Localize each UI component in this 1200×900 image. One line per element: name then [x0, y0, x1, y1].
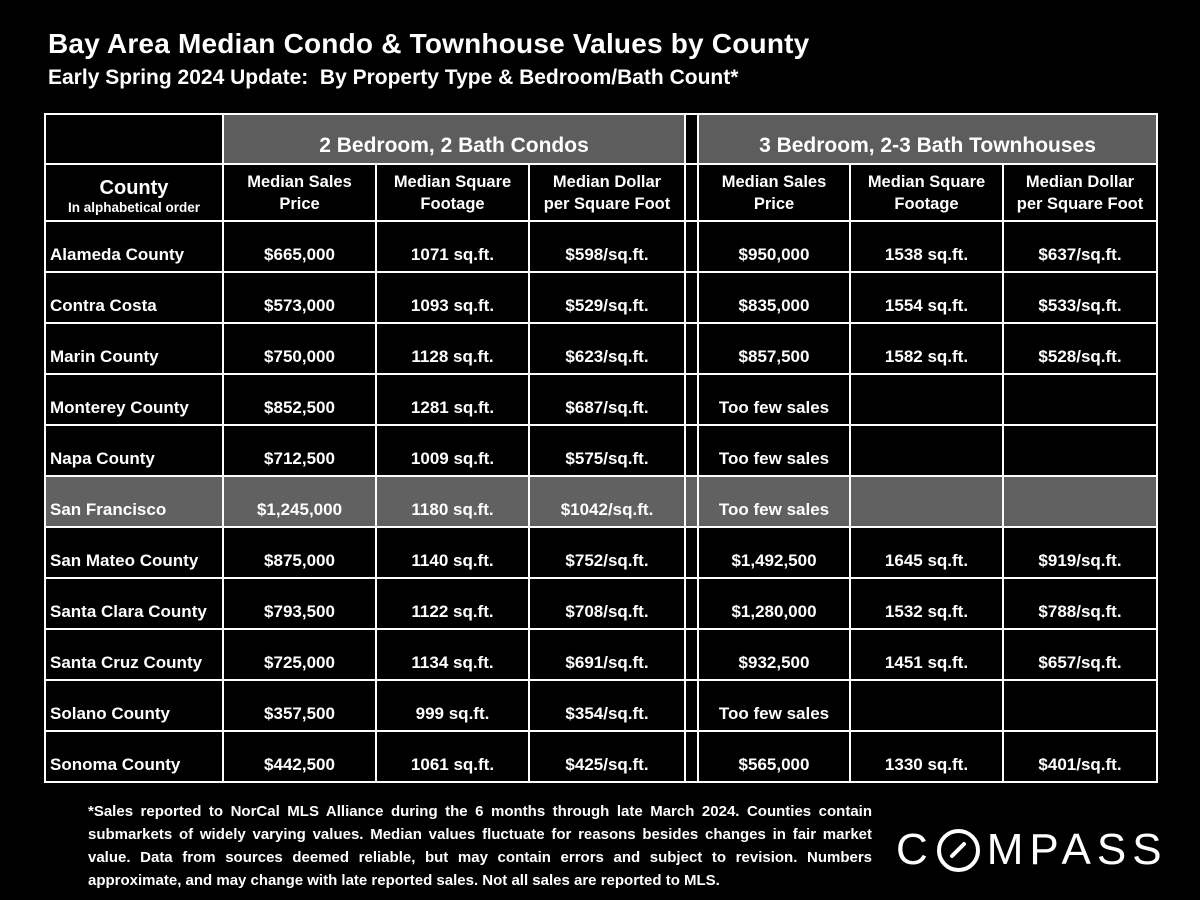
header-line-2: per Square Foot	[1016, 194, 1144, 213]
townhouse-price-column-header	[699, 165, 849, 220]
townhouse-median-sqft: 1451 sq.ft.	[851, 630, 1002, 679]
county-label: Solano County	[46, 681, 222, 730]
townhouse-median-ppsf: $533/sq.ft.	[1004, 273, 1156, 322]
condo-median-price: $793,500	[224, 579, 375, 628]
group-divider-spacer	[686, 477, 697, 526]
county-header-subtitle: In alphabetical order	[67, 199, 201, 215]
townhouse-median-ppsf	[1004, 477, 1156, 526]
condo-price-column-header	[224, 165, 375, 220]
townhouse-median-ppsf: $637/sq.ft.	[1004, 222, 1156, 271]
townhouse-median-sqft: 1554 sq.ft.	[851, 273, 1002, 322]
county-label: San Francisco	[46, 477, 222, 526]
group-divider-spacer	[686, 115, 697, 163]
header-line-1: Median Dollar	[1025, 173, 1135, 192]
header-line-1: Median Sales	[721, 173, 827, 192]
header-line-2: per Square Foot	[543, 194, 671, 213]
header-line-2: Price	[753, 194, 795, 213]
townhouse-median-price: Too few sales	[699, 477, 849, 526]
group-divider-spacer	[686, 426, 697, 475]
header-line-2: Price	[279, 194, 320, 213]
compass-logo	[896, 822, 1168, 878]
page-title: Bay Area Median Condo & Townhouse Values by County	[48, 28, 810, 59]
townhouse-median-sqft: 1582 sq.ft.	[851, 324, 1002, 373]
townhouse-median-price: $950,000	[699, 222, 849, 271]
condo-median-sqft: 1140 sq.ft.	[377, 528, 528, 577]
townhouse-median-price: $1,280,000	[699, 579, 849, 628]
group-divider-spacer	[686, 630, 697, 679]
county-label: Santa Cruz County	[46, 630, 222, 679]
condo-median-price: $442,500	[224, 732, 375, 781]
townhouse-median-price: Too few sales	[699, 426, 849, 475]
header-line-2: Footage	[420, 194, 485, 213]
townhouse-median-sqft: 1538 sq.ft.	[851, 222, 1002, 271]
condo-median-ppsf: $529/sq.ft.	[530, 273, 684, 322]
county-label: San Mateo County	[46, 528, 222, 577]
condo-median-price: $852,500	[224, 375, 375, 424]
condo-median-price: $712,500	[224, 426, 375, 475]
townhouse-median-price: $1,492,500	[699, 528, 849, 577]
townhouse-median-ppsf: $919/sq.ft.	[1004, 528, 1156, 577]
county-label: Monterey County	[46, 375, 222, 424]
condo-median-ppsf: $708/sq.ft.	[530, 579, 684, 628]
condo-median-sqft: 1009 sq.ft.	[377, 426, 528, 475]
page-subtitle: Early Spring 2024 Update: By Property Type & Bedroom/Bath Count*	[48, 66, 739, 89]
townhouse-median-ppsf	[1004, 681, 1156, 730]
header-line-2: Footage	[894, 194, 959, 213]
county-label: Santa Clara County	[46, 579, 222, 628]
townhouse-median-ppsf	[1004, 375, 1156, 424]
condo-median-sqft: 1134 sq.ft.	[377, 630, 528, 679]
townhouse-median-sqft: 1645 sq.ft.	[851, 528, 1002, 577]
townhouse-median-sqft	[851, 477, 1002, 526]
group-header-condos: 2 Bedroom, 2 Bath Condos	[224, 115, 684, 163]
header-line-1: Median Dollar	[552, 173, 662, 192]
condo-median-price: $357,500	[224, 681, 375, 730]
group-divider-spacer	[686, 681, 697, 730]
logo-letters-mpass: MPASS	[986, 825, 1168, 874]
county-label: Contra Costa	[46, 273, 222, 322]
compass-needle-o-icon	[937, 829, 980, 872]
townhouse-sqft-column-header	[851, 165, 1002, 220]
townhouse-median-price: Too few sales	[699, 375, 849, 424]
county-label: Sonoma County	[46, 732, 222, 781]
condo-median-sqft: 1122 sq.ft.	[377, 579, 528, 628]
townhouse-median-price: Too few sales	[699, 681, 849, 730]
condo-ppsf-column-header	[530, 165, 684, 220]
condo-median-sqft: 1093 sq.ft.	[377, 273, 528, 322]
townhouse-median-sqft	[851, 375, 1002, 424]
group-divider-spacer	[686, 324, 697, 373]
condo-median-sqft: 1180 sq.ft.	[377, 477, 528, 526]
county-label: Marin County	[46, 324, 222, 373]
compass-needle	[949, 841, 967, 859]
townhouse-ppsf-column-header	[1004, 165, 1156, 220]
group-divider-spacer	[686, 273, 697, 322]
townhouse-median-price: $857,500	[699, 324, 849, 373]
county-label: Alameda County	[46, 222, 222, 271]
townhouse-median-price: $565,000	[699, 732, 849, 781]
condo-median-price: $665,000	[224, 222, 375, 271]
values-table	[44, 113, 1158, 783]
condo-median-ppsf: $425/sq.ft.	[530, 732, 684, 781]
condo-median-ppsf: $623/sq.ft.	[530, 324, 684, 373]
townhouse-median-price: $835,000	[699, 273, 849, 322]
county-header-label: County	[99, 176, 169, 199]
header-line-1: Median Square	[393, 173, 512, 192]
townhouse-median-price: $932,500	[699, 630, 849, 679]
condo-median-ppsf: $354/sq.ft.	[530, 681, 684, 730]
townhouse-median-ppsf: $788/sq.ft.	[1004, 579, 1156, 628]
townhouse-median-ppsf: $657/sq.ft.	[1004, 630, 1156, 679]
corner-cell	[46, 115, 222, 163]
condo-median-price: $725,000	[224, 630, 375, 679]
condo-sqft-column-header	[377, 165, 528, 220]
townhouse-median-ppsf	[1004, 426, 1156, 475]
group-header-townhouses: 3 Bedroom, 2-3 Bath Townhouses	[699, 115, 1156, 163]
condo-median-ppsf: $598/sq.ft.	[530, 222, 684, 271]
group-divider-spacer	[686, 732, 697, 781]
condo-median-sqft: 1281 sq.ft.	[377, 375, 528, 424]
header-line-1: Median Square	[867, 173, 986, 192]
condo-median-price: $573,000	[224, 273, 375, 322]
townhouse-median-sqft	[851, 681, 1002, 730]
condo-median-price: $875,000	[224, 528, 375, 577]
condo-median-price: $1,245,000	[224, 477, 375, 526]
townhouse-median-sqft: 1330 sq.ft.	[851, 732, 1002, 781]
condo-median-sqft: 1071 sq.ft.	[377, 222, 528, 271]
condo-median-sqft: 1128 sq.ft.	[377, 324, 528, 373]
county-label: Napa County	[46, 426, 222, 475]
condo-median-price: $750,000	[224, 324, 375, 373]
townhouse-median-sqft: 1532 sq.ft.	[851, 579, 1002, 628]
group-divider-spacer	[686, 579, 697, 628]
county-column-header	[46, 165, 222, 220]
group-divider-spacer	[686, 222, 697, 271]
townhouse-median-ppsf: $401/sq.ft.	[1004, 732, 1156, 781]
condo-median-ppsf: $752/sq.ft.	[530, 528, 684, 577]
condo-median-ppsf: $575/sq.ft.	[530, 426, 684, 475]
townhouse-median-ppsf: $528/sq.ft.	[1004, 324, 1156, 373]
group-divider-spacer	[686, 375, 697, 424]
condo-median-ppsf: $687/sq.ft.	[530, 375, 684, 424]
condo-median-sqft: 999 sq.ft.	[377, 681, 528, 730]
condo-median-ppsf: $1042/sq.ft.	[530, 477, 684, 526]
header-line-1: Median Sales	[247, 173, 352, 192]
group-divider-spacer	[686, 528, 697, 577]
group-divider-spacer	[686, 165, 697, 220]
logo-letter-c: C	[896, 825, 934, 874]
condo-median-ppsf: $691/sq.ft.	[530, 630, 684, 679]
footnote: *Sales reported to NorCal MLS Alliance during the 6 months through late March 2024. Counties contain submarkets of widely varying values. Median values fluctuate for reasons besides changes in fair market value. Data from sources deemed reliable, but may contain errors and subject to revision. Numbers approximate, and may change with late reported sales. Not all sales are reported to MLS.	[88, 803, 872, 889]
condo-median-sqft: 1061 sq.ft.	[377, 732, 528, 781]
townhouse-median-sqft	[851, 426, 1002, 475]
